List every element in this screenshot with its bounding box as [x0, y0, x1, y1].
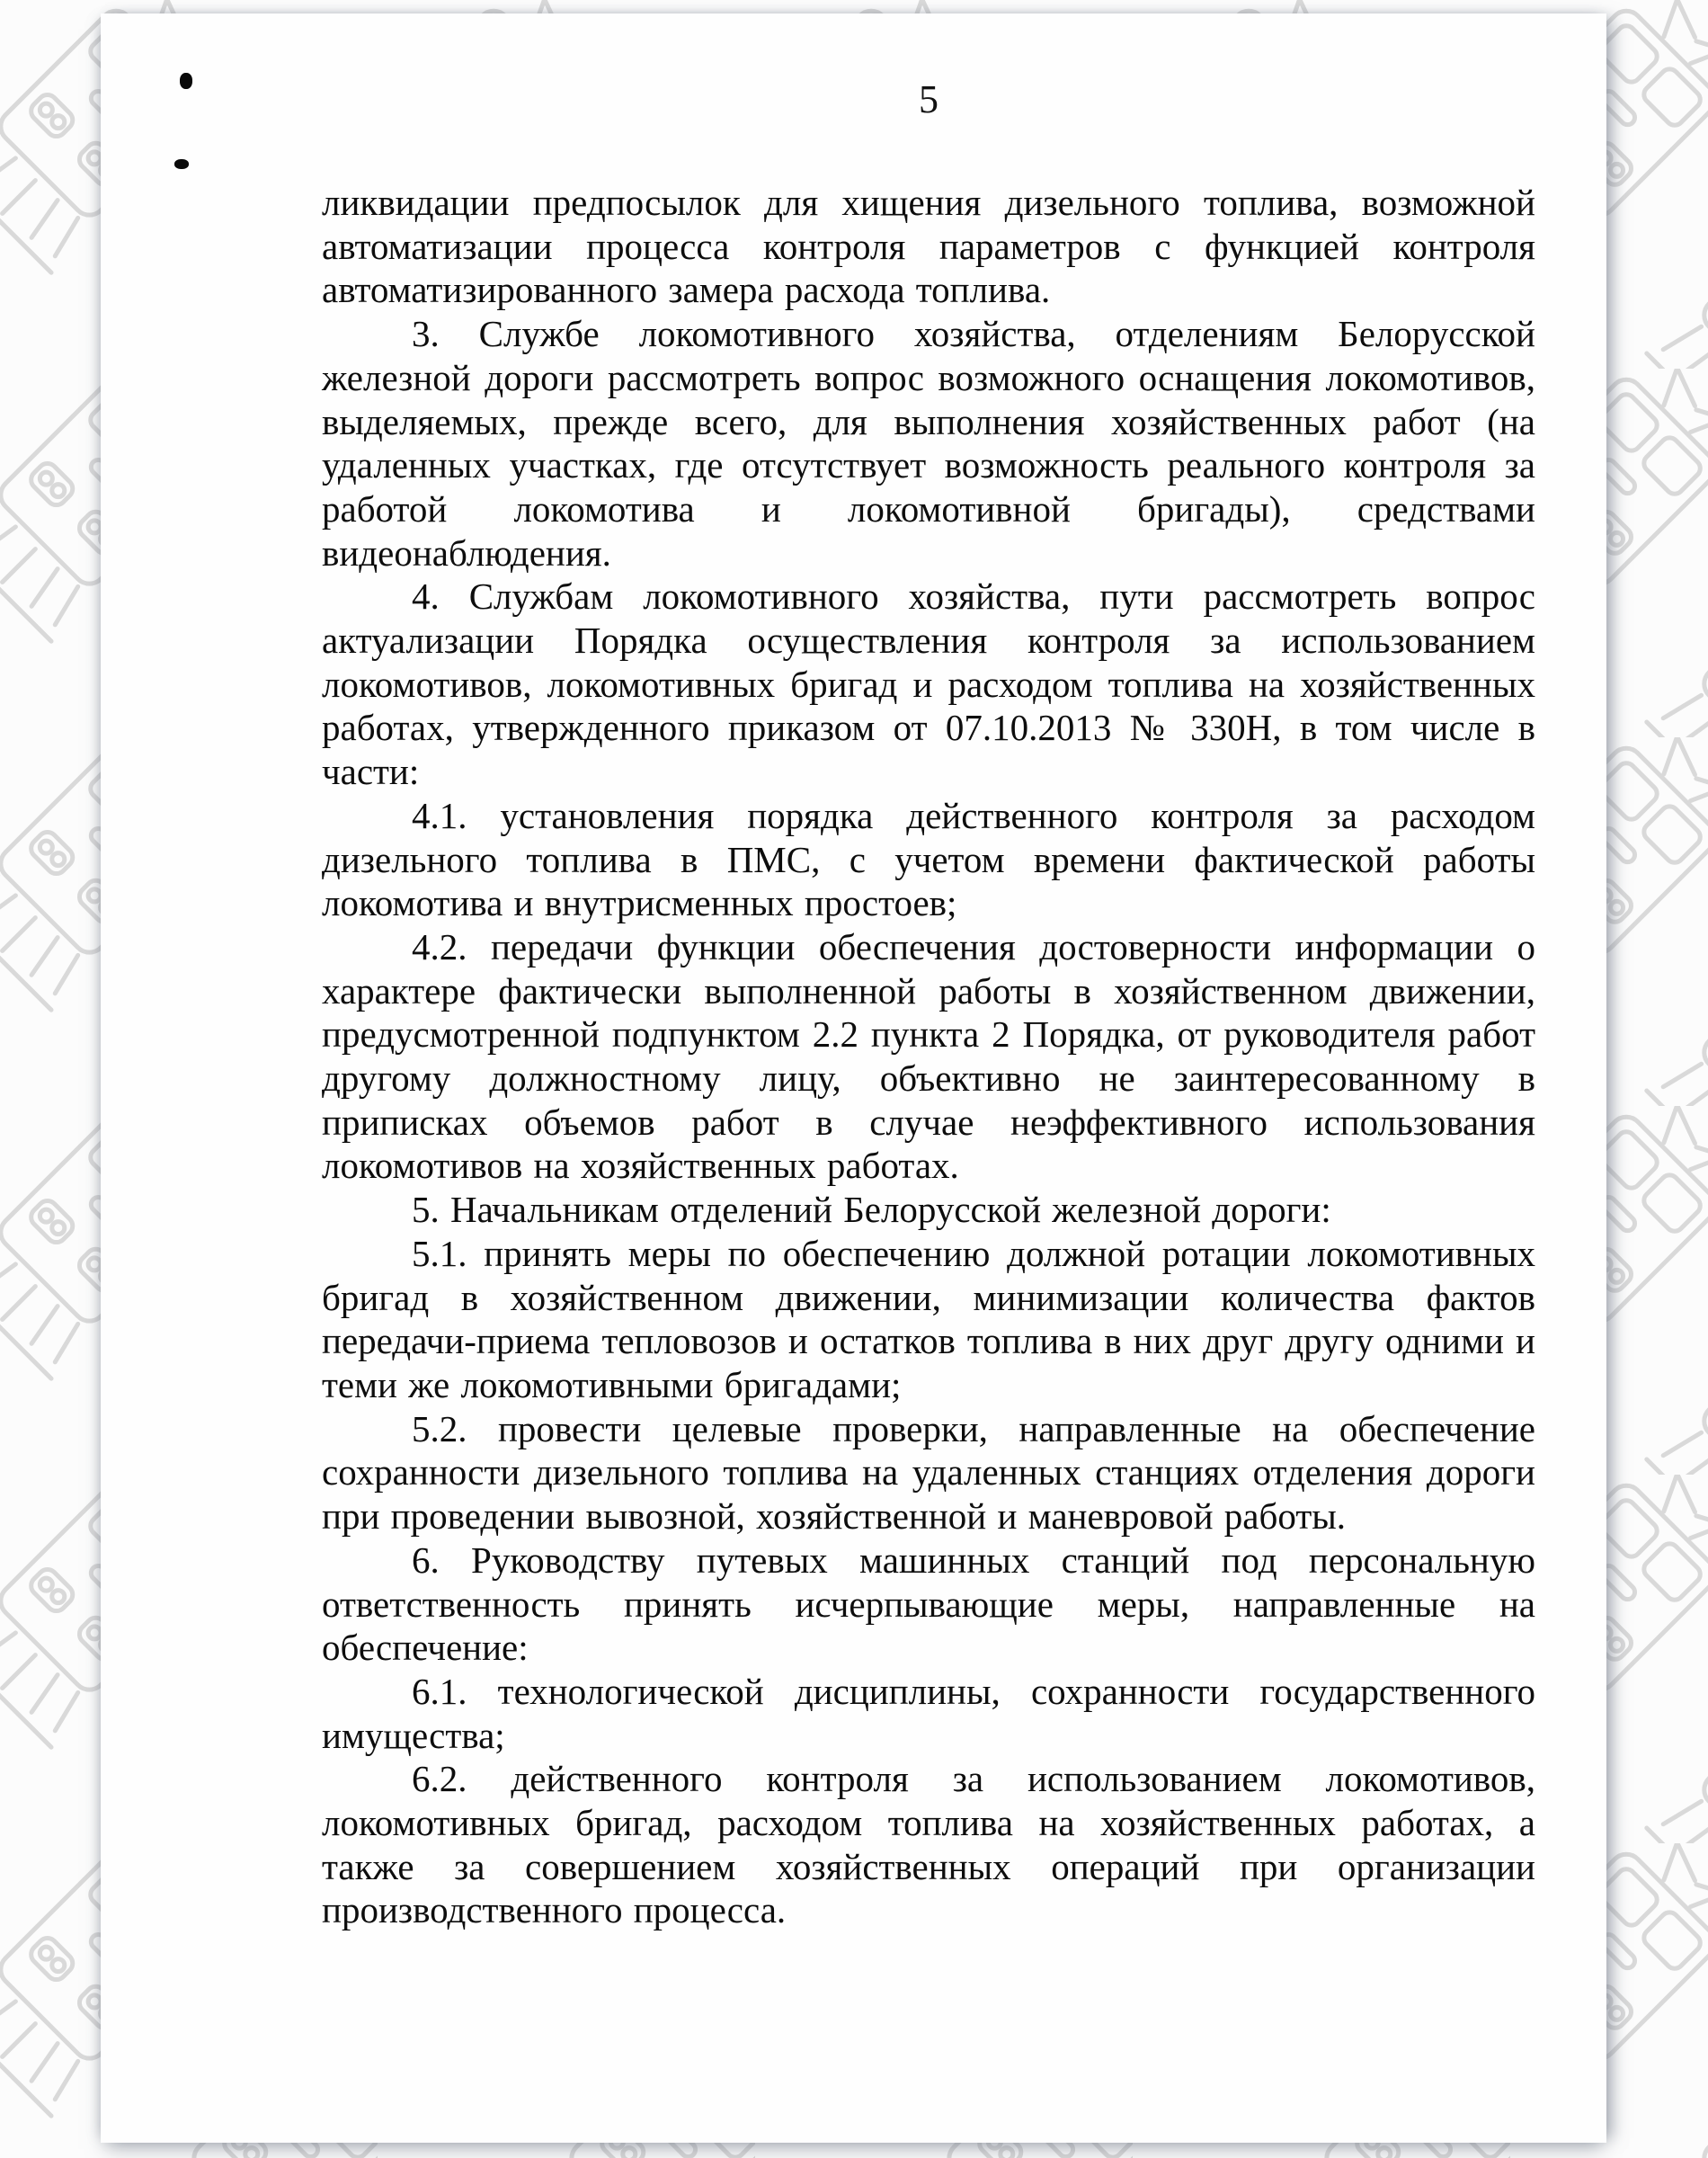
- paragraph: 4.2. передачи функции обеспечения достоверности информации о характере фактически выполненной работы в хозяйственном движении, предусмотренной подпунктом 2.2 пункта 2 Порядка, от руководителя работ другому должностному лицу, объективно не заинтересованному в приписках объемов работ в случае неэффективного использования локомотивов на хозяйственных работах.: [322, 925, 1535, 1187]
- paragraph: 6. Руководству путевых машинных станций под персональную ответственность принять исчерпывающие меры, направленные на обеспечение:: [322, 1538, 1535, 1669]
- ink-mark: [180, 73, 192, 89]
- paragraph: 6.2. действенного контроля за использованием локомотивов, локомотивных бригад, расходом топлива на хозяйственных работах, а также за совершением хозяйственных операций при организации производственного процесса.: [322, 1758, 1535, 1931]
- document-page: [101, 13, 1606, 2143]
- paragraph: 5.1. принять меры по обеспечению должной ротации локомотивных бригад в хозяйственном движении, минимизации количества фактов передачи-приема тепловозов и остатков топлива в них друг другу одними и теми же локомотивными бригадами;: [322, 1232, 1535, 1405]
- paragraph: 4.1. установления порядка действенного контроля за расходом дизельного топлива в ПМС, с учетом времени фактической работы локомотива и внутрисменных простоев;: [322, 794, 1535, 924]
- paragraph: 5. Начальникам отделений Белорусской железной дороги:: [412, 1189, 1331, 1231]
- paragraph: 6.1. технологической дисциплины, сохранности государственного имущества;: [322, 1670, 1535, 1756]
- paragraph: 3. Службе локомотивного хозяйства, отделениям Белорусской железной дороги рассмотреть вопрос возможного оснащения локомотивов, выделяемых, прежде всего, для выполнения хозяйственных работ (на удаленных участках, где отсутствует возможность реального контроля за работой локомотива и локомотивной бригады), средствами видеонаблюдения.: [322, 313, 1535, 574]
- paragraph: 5.2. провести целевые проверки, направленные на обеспечение сохранности дизельного топлива на удаленных станциях отделения дороги при проведении вывозной, хозяйственной и маневровой работы.: [322, 1407, 1535, 1538]
- document-text: [322, 181, 1535, 1932]
- page-number: 5: [919, 77, 939, 121]
- paragraph: 4. Службам локомотивного хозяйства, пути рассмотреть вопрос актуализации Порядка осуществления контроля за использованием локомотивов, локомотивных бригад и расходом топлива на хозяйственных работах, утвержденного приказом от 07.10.2013 № 330Н, в том числе в части:: [322, 575, 1535, 793]
- ink-mark: [174, 159, 189, 169]
- paragraph: ликвидации предпосылок для хищения дизельного топлива, возможной автоматизации процесса контроля параметров с функцией контроля автоматизированного замера расхода топлива.: [322, 182, 1535, 311]
